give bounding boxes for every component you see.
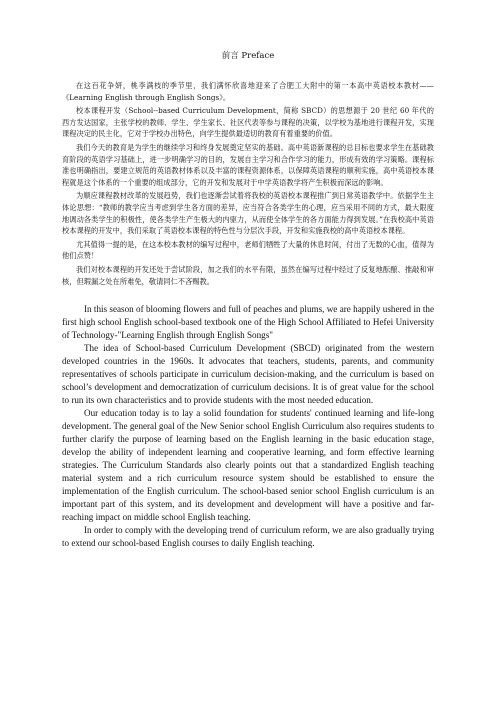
chinese-paragraph: 尤其值得一提的是，在这本校本教材的编写过程中，老师们牺牲了大量的休息时间，付出了无数的心血，值得为他们点赞！ xyxy=(62,239,434,261)
chinese-section xyxy=(62,80,434,287)
english-paragraph: In order to comply with the developing trend of curriculum reform, we are also gradually trying to extend our school-based English courses to daily English teaching. xyxy=(62,525,434,549)
chinese-paragraph: 我们今天的教育是为学生的继续学习和终身发展奠定坚实的基础。高中英语新课程的总目标也要求学生在基础教育阶段的英语学习基础上，进一步明确学习的目的，发展自主学习和合作学习的能力，形成有效的学习策略。课程标准也明确指出，要建立规范的英语教材体系以及丰富的课程资源体系，以保障英语课程的顺利实施，高中英语校本课程就是这个体系的一个重要的组成部分，它的开发和发展对于中学英语教学将产生积极而深远的影响。 xyxy=(62,142,434,187)
chinese-paragraph: 为顺应课程教材改革的发展趋势，我们也逐渐尝试着将我校的英语校本课程推广到日常英语教学中。依据学生主体论思想：“教师的教学应当考虑到学生各方面的差异，应当符合各类学生的心理，应当采用不同的方式，最大限度地调动各类学生的积极性，使各类学生产生极大的内驱力，从而使全体学生的各方面能力得到发展。”在我校高中英语校本课程的开发中，我们采取了英语校本课程的特色性与分层次手段，开发和实施我校的高中英语校本课程。 xyxy=(62,191,434,236)
chinese-paragraph: 我们对校本课程的开发还处于尝试阶段，加之我们的水平有限，虽然在编写过程中经过了反复地酝酿、推敲和审核，但瑕漏之处在所难免，敬请同仁不吝赐教。 xyxy=(62,264,434,286)
english-section xyxy=(62,303,434,550)
chinese-paragraph: 在这百花争妍，桃李满枝的季节里，我们满怀欣喜地迎来了合肥工大附中的第一本高中英语校本教材——《Learning English through English Songs》。 xyxy=(62,81,434,102)
english-paragraph: Our education today is to lay a solid foundation for students' continued learning and life-long development. The general goal of the New Senior school English Curriculum also requires students to further clarify the purpose of learning based on the English learning in the basic education stage, develop the ability of independent learning and cooperative learning, and form effective learning strategies. The Curriculum Standards also clearly points out that a standardized English teaching material system and a rich curriculum resource system should be established to ensure the implementation of the English curriculum. The school-based senior school English curriculum is an important part of this system, and its development and development will have a positive and far-reaching impact on middle school English teaching. xyxy=(62,408,434,523)
english-paragraph: In this season of blooming flowers and full of peaches and plums, we are happily ushered in the first high school English school-based textbook one of the High School Affiliated to Hefei University of Technology-"Learning English through English Songs" xyxy=(62,304,434,341)
page-title: 前言 Preface xyxy=(221,51,275,61)
chinese-paragraph: 校本课程开发（School--based Curriculum Development，简称 SBCD）的思想源于 20 世纪 60 年代的西方发达国家，主张学校的教师、学生、学生家长、社区代表等参与课程的决策，以学校为基地进行课程开发，实现课程决定的民主化，它对于学校办出特色，向学生提供最适切的教育有着重要的价值。 xyxy=(62,106,434,139)
english-paragraph: The idea of School-based Curriculum Development (SBCD) originated from the western developed countries in the 1960s. It advocates that teachers, students, parents, and community representatives of schools participate in curriculum decision-making, and the curriculum is based on school’s development and democratization of curriculum decisions. It is of great value for the school to run its own characteristics and to provide students with the most needed education. xyxy=(62,343,434,406)
